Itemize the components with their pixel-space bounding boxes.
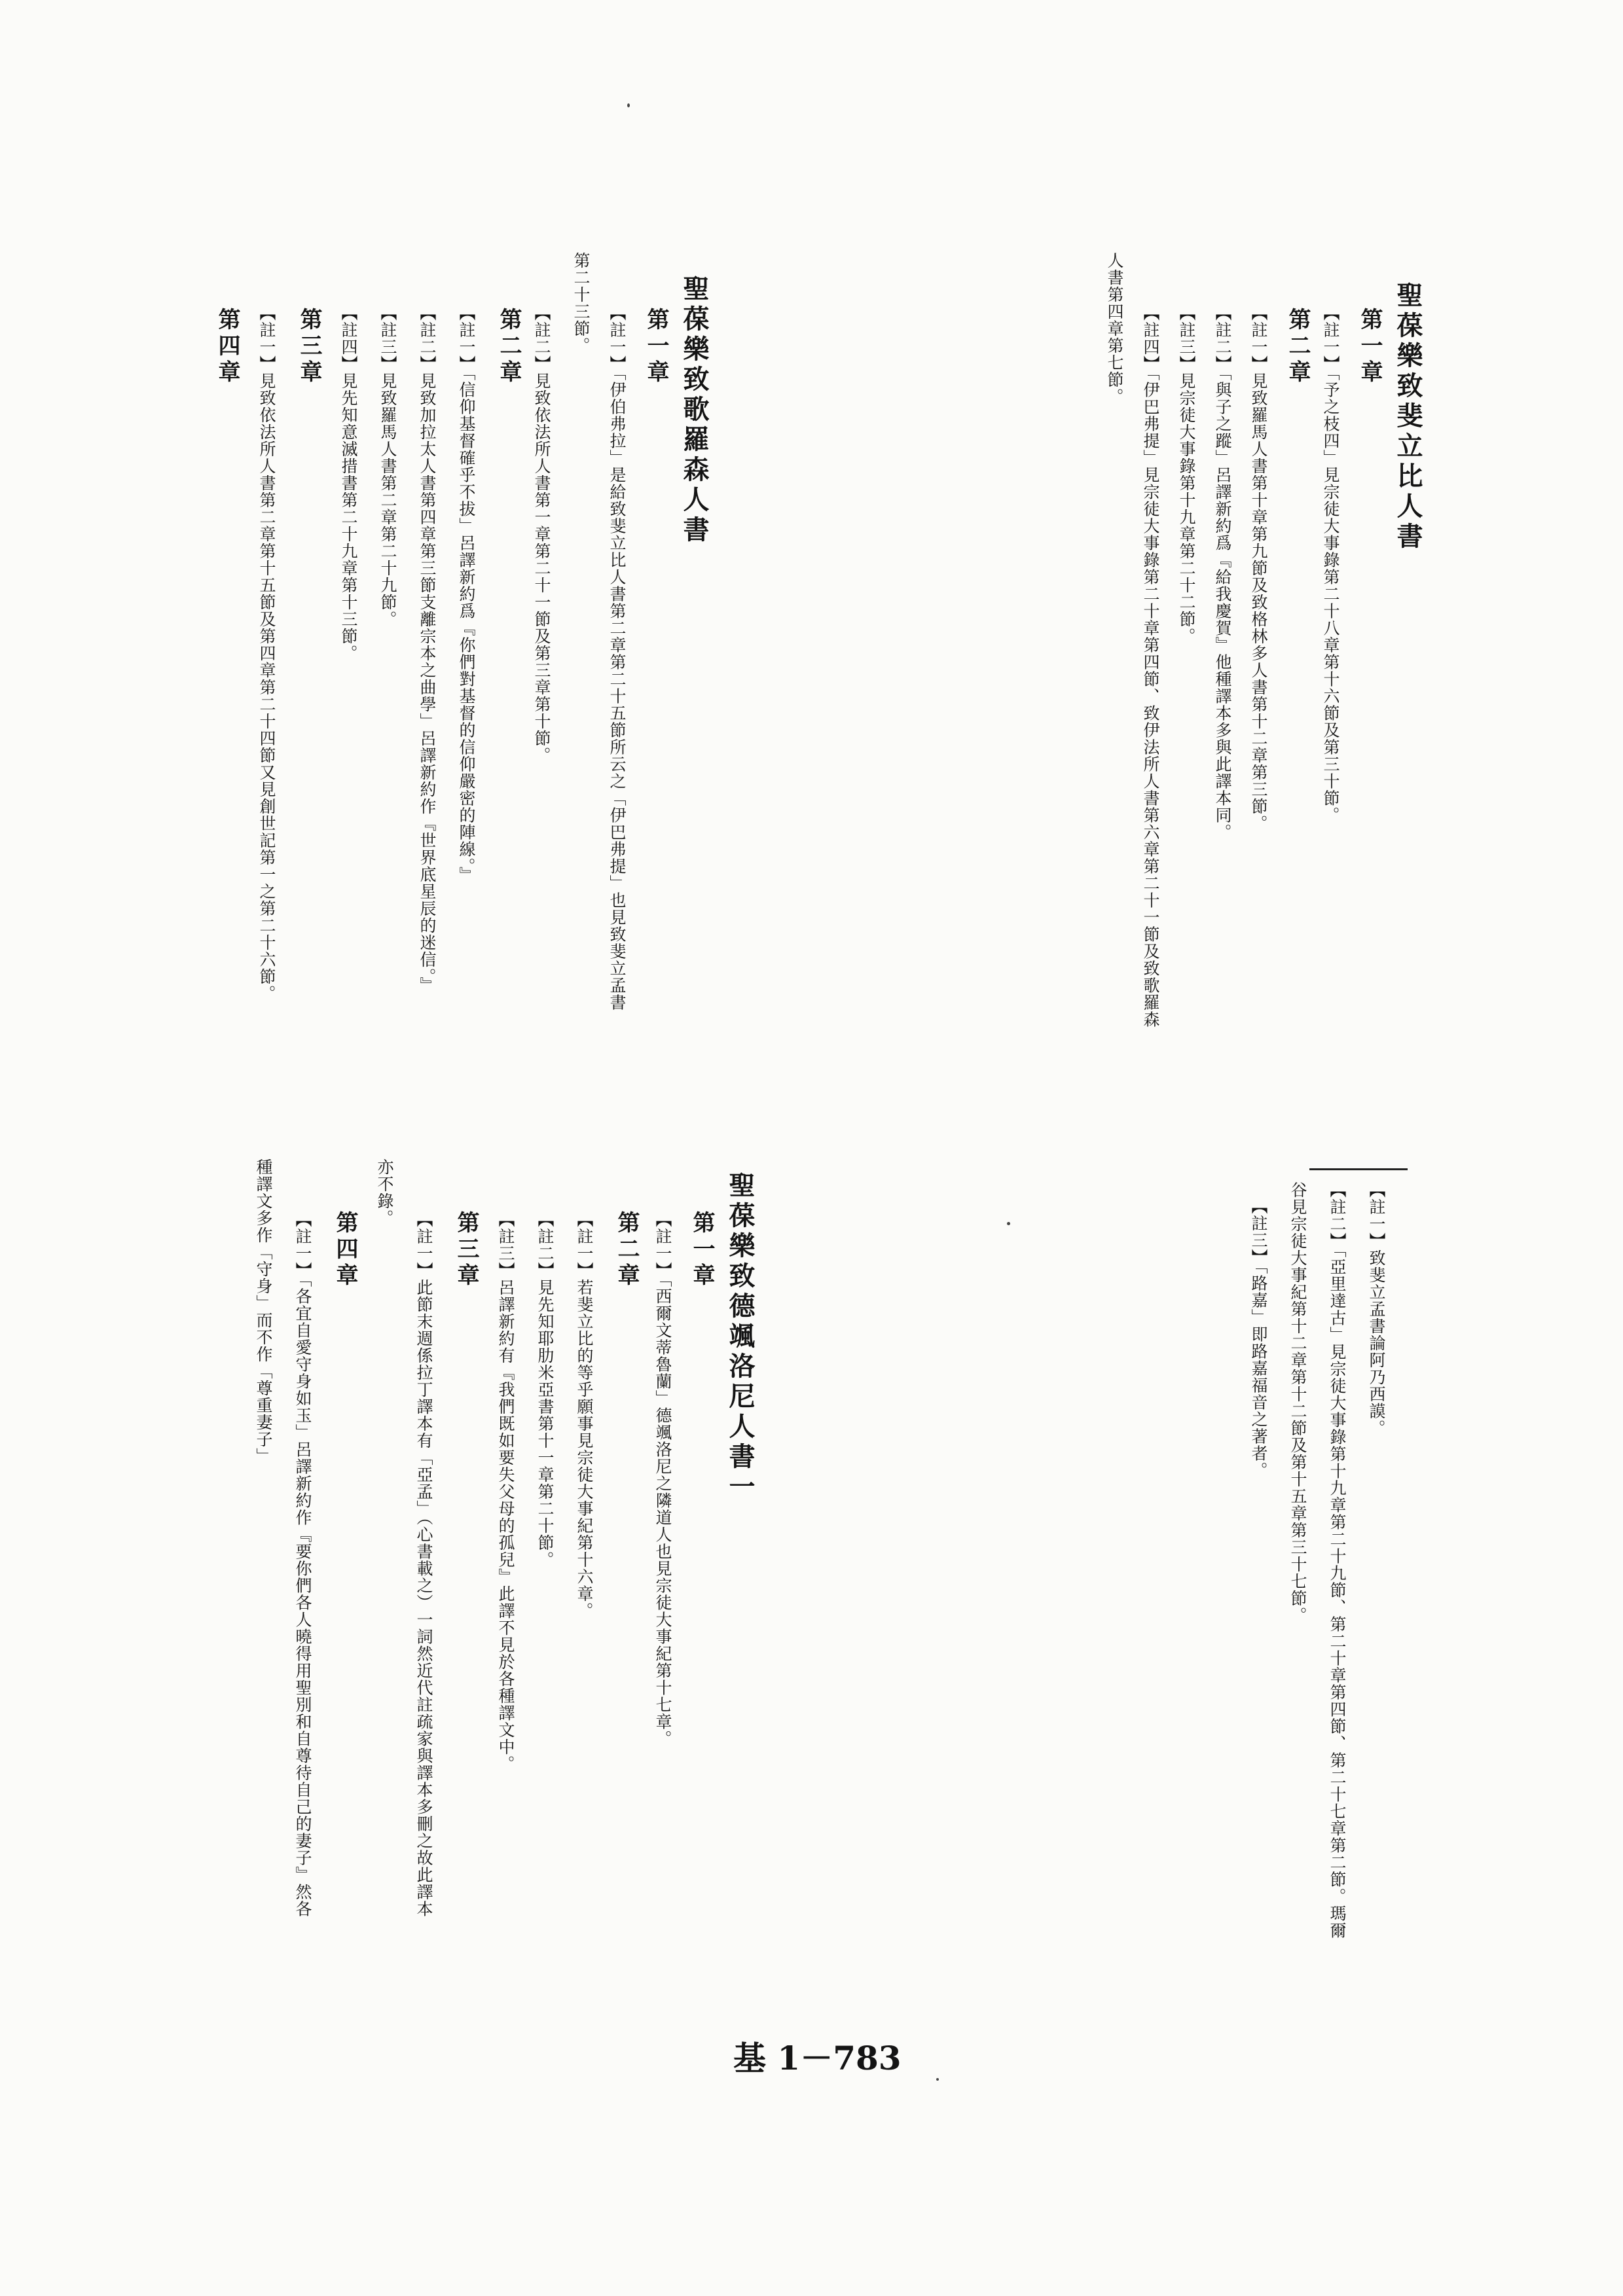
chapter-heading: 第四章 bbox=[214, 308, 240, 386]
footnote: 【註一】若斐立比的等乎願事見宗徒大事紀第十六章。 bbox=[575, 1211, 594, 1619]
footnote: 【註三】見致羅馬人書第二章第二十九節。 bbox=[378, 304, 397, 628]
chapter-heading: 第三章 bbox=[296, 308, 322, 386]
footnote: 【註一】見致羅馬人書第十章第九節及致格林多人書第十二章第三節。 bbox=[1249, 304, 1268, 832]
footnote: 【註一】「西爾文蒂魯蘭」德颯洛尼之隣道人也見宗徒大事紀第十七章。 bbox=[653, 1211, 672, 1748]
footnote-continuation: 種譯文多作「守身」而不作「尊重妻子」 bbox=[254, 1158, 273, 1465]
scan-speck bbox=[1007, 1222, 1010, 1225]
footnote: 【註三】「路嘉」即路嘉福音之著者。 bbox=[1249, 1198, 1268, 1479]
chapter-heading: 第三章 bbox=[453, 1211, 479, 1289]
footnote-continuation: 亦不錄。 bbox=[375, 1158, 394, 1227]
footnote-continuation: 人書第四章第七節。 bbox=[1105, 252, 1124, 405]
footnote: 【註三】見宗徒大事錄第十九章第二十二節。 bbox=[1177, 304, 1196, 645]
section-title-thessalonians: 聖葆樂致德颯洛尼人書一 bbox=[725, 1172, 756, 1503]
footnote: 【註四】見先知意滅措書第二十九章第十三節。 bbox=[339, 304, 358, 662]
footnote: 【註一】「伊伯弗拉」是給致斐立比人書第二章第二十五節所云之「伊巴弗提」也見致斐立孟書 bbox=[608, 304, 627, 1011]
chapter-heading: 第二章 bbox=[613, 1211, 640, 1289]
horizontal-rule bbox=[1309, 1168, 1408, 1170]
chapter-heading: 第一章 bbox=[689, 1211, 715, 1289]
footnote-continuation: 第二十三節。 bbox=[572, 252, 591, 354]
footnote: 【註二】「亞里達古」見宗徒大事錄第十九章第二十九節、第二十章第四節、第二十七章第二節。瑪爾 bbox=[1328, 1181, 1347, 1939]
page-number: 基 1－783 bbox=[733, 2039, 902, 2077]
section-title-philemon: 聖葆樂致斐立比人書 bbox=[1393, 281, 1423, 552]
chapter-heading: 第二章 bbox=[1285, 308, 1311, 386]
chapter-heading: 第四章 bbox=[332, 1211, 358, 1289]
footnote: 【註一】致斐立孟書論阿乃西謨。 bbox=[1367, 1181, 1386, 1437]
footnote-continuation: 谷見宗徒大事紀第十二章第十二節及第十五章第三十七節。 bbox=[1288, 1181, 1307, 1624]
footnote: 【註三】呂譯新約有『我們既如要失父母的孤兒』此譯不見於各種譯文中。 bbox=[496, 1211, 515, 1772]
footnote: 【註二】見致依法所人書第一章第二十一節及第三章第十節。 bbox=[532, 304, 551, 764]
chapter-heading: 第二章 bbox=[496, 308, 522, 386]
footnote: 【註二】「與子之蹤」呂譯新約爲『給我慶賀』他種譯本多與此譯本同。 bbox=[1213, 304, 1232, 841]
footnote: 【註二】見先知耶肋米亞書第十一章第二十節。 bbox=[536, 1211, 555, 1568]
chapter-heading: 第一章 bbox=[1357, 308, 1383, 386]
footnote: 【註一】「信仰基督確乎不拔」呂譯新約爲『你們對基督的信仰嚴密的陣線。』 bbox=[457, 304, 476, 884]
scan-speck bbox=[936, 2078, 939, 2081]
footnote: 【註四】「伊巴弗提」見宗徒大事錄第二十章第四節、致伊法所人書第六章第二十一節及致歌羅森 bbox=[1141, 304, 1160, 1028]
scan-speck bbox=[627, 103, 630, 107]
footnote: 【註一】此節末週係拉丁譯本有「亞孟」（心書載之）一詞然近代註疏家與譯本多刪之故此譯本 bbox=[414, 1211, 433, 1918]
footnote: 【註一】「予之枝四」見宗徒大事錄第二十八章第十六節及第三十節。 bbox=[1321, 304, 1340, 824]
footnote: 【註一】見致依法所人書第二章第十五節及第四章第二十四節又見創世記第一之第二十六節。 bbox=[257, 304, 276, 1002]
footnote: 【註二】見致加拉太人書第四章第三節支離宗本之曲學」呂譯新約作『世界底星辰的迷信。』 bbox=[418, 304, 437, 994]
chapter-heading: 第一章 bbox=[643, 308, 669, 386]
footnote: 【註一】「各宜自愛守身如玉」呂譯新約作『要你們各人曉得用聖別和自尊待自己的妻子』然各 bbox=[293, 1211, 312, 1918]
section-title-colossians: 聖葆樂致歌羅森人書 bbox=[679, 275, 710, 546]
